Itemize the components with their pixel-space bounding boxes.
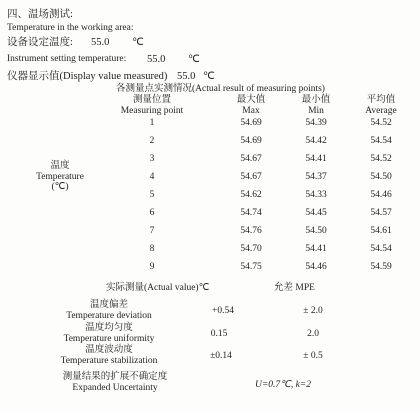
- instrument-setting-value: 55.0: [147, 54, 166, 65]
- average-cell: 54.61: [370, 226, 392, 236]
- average-cell: 54.52: [370, 118, 392, 128]
- set-temperature-unit: ℃: [132, 37, 144, 48]
- max-cell: 54.74: [240, 208, 262, 218]
- actual-value-header: 实际测量(Actual value)℃: [106, 283, 210, 293]
- average-header-cn: 平均值: [366, 95, 396, 105]
- display-value-unit: ℃: [203, 71, 215, 82]
- max-cell: 54.70: [240, 244, 262, 254]
- measuring-point-header-en: Measuring point: [120, 105, 184, 116]
- measuring-point-cell: 1: [149, 118, 155, 128]
- average-header: [365, 95, 396, 116]
- set-temperature-value: 55.0: [91, 37, 110, 48]
- temperature-group-unit: (℃): [51, 182, 69, 193]
- temperature-stabilization-mpe: ± 0.5: [303, 351, 323, 361]
- average-header-en: Average: [365, 105, 397, 116]
- min-cell: 54.45: [305, 208, 327, 218]
- average-cell: 54.54: [370, 244, 392, 254]
- average-cell: 54.59: [370, 262, 392, 272]
- average-cell: 54.57: [370, 208, 392, 218]
- temperature-stabilization-en: Temperature stabilization: [60, 355, 158, 366]
- measuring-point-header-cn: 测量位置: [132, 95, 172, 105]
- average-cell: 54.50: [370, 172, 392, 182]
- max-header-cn: 最大值: [236, 95, 266, 105]
- temperature-stabilization-cn: 温度波动度: [85, 345, 133, 355]
- min-header-en: Min: [308, 105, 324, 116]
- temperature-group-en: Temperature: [36, 171, 84, 182]
- min-cell: 54.50: [305, 226, 327, 236]
- average-cell: 54.46: [370, 190, 392, 200]
- section-title: 四、温场测试:: [7, 9, 73, 20]
- min-cell: 54.46: [305, 262, 327, 272]
- temperature-deviation-label: [66, 300, 152, 321]
- mpe-header: 允差 MPE: [274, 283, 315, 293]
- temperature-deviation-mpe: ± 2.0: [303, 306, 323, 316]
- table-row: [0, 119, 420, 139]
- table-row: [0, 245, 420, 265]
- measuring-point-cell: 4: [149, 172, 155, 182]
- table-row: [0, 137, 420, 157]
- min-cell: 54.42: [305, 136, 327, 146]
- min-cell: 54.41: [305, 154, 327, 164]
- max-cell: 54.69: [240, 136, 262, 146]
- table-row: [0, 209, 420, 229]
- max-cell: 54.75: [240, 262, 262, 272]
- measuring-point-cell: 8: [149, 244, 155, 254]
- measuring-point-cell: 5: [149, 190, 155, 200]
- temperature-deviation-cn: 温度偏差: [89, 300, 128, 310]
- working-area-label: Temperature in the working area:: [7, 23, 134, 33]
- display-value-value: 55.0: [177, 71, 196, 82]
- max-cell: 54.69: [240, 118, 262, 128]
- max-cell: 54.67: [240, 154, 262, 164]
- temperature-uniformity-label: [64, 323, 155, 344]
- temperature-group-cn: 温度: [50, 161, 70, 171]
- temperature-deviation-value: +0.54: [212, 306, 234, 316]
- min-cell: 54.37: [305, 172, 327, 182]
- temperature-uniformity-value: 0.15: [210, 329, 228, 339]
- instrument-setting-unit: ℃: [188, 54, 200, 65]
- table-row: [0, 173, 420, 193]
- expanded-uncertainty-cn: 测量结果的扩展不确定度: [62, 372, 168, 382]
- measuring-point-cell: 6: [149, 208, 155, 218]
- expanded-uncertainty-en: Expanded Uncertainty: [72, 382, 158, 393]
- temperature-uniformity-en: Temperature uniformity: [63, 333, 155, 344]
- max-cell: 54.67: [240, 172, 262, 182]
- measuring-point-cell: 2: [149, 136, 155, 146]
- expanded-uncertainty-label: [63, 372, 168, 393]
- min-header-cn: 最小值: [301, 95, 331, 105]
- instrument-setting-label: Instrument setting temperature:: [7, 54, 127, 64]
- max-header-en: Max: [242, 105, 260, 116]
- temperature-deviation-en: Temperature deviation: [66, 310, 152, 321]
- table-row: [0, 155, 420, 175]
- min-cell: 54.33: [305, 190, 327, 200]
- min-cell: 54.41: [305, 244, 327, 254]
- average-cell: 54.54: [370, 136, 392, 146]
- temperature-uniformity-cn: 温度均匀度: [85, 323, 133, 333]
- max-cell: 54.76: [240, 226, 262, 236]
- min-cell: 54.39: [305, 118, 327, 128]
- measuring-point-cell: 3: [149, 154, 155, 164]
- measuring-point-header: [121, 95, 184, 116]
- max-cell: 54.62: [240, 190, 262, 200]
- measuring-point-cell: 7: [149, 226, 155, 236]
- min-header: [302, 95, 331, 116]
- table-row: [0, 227, 420, 247]
- temperature-stabilization-label: [61, 345, 158, 366]
- table-row: [0, 263, 420, 283]
- table-row: [0, 191, 420, 211]
- measuring-points-title: 各测量点实测情况(Actual result of measuring points): [116, 84, 325, 94]
- measuring-point-cell: 9: [149, 262, 155, 272]
- display-value-label: 仪器显示值(Display value measured): [7, 71, 168, 82]
- temperature-stabilization-value: ±0.14: [210, 351, 232, 361]
- set-temperature-cn-label: 设备设定温度:: [7, 37, 73, 48]
- max-header: [237, 95, 266, 116]
- average-cell: 54.52: [370, 154, 392, 164]
- temperature-uniformity-mpe: 2.0: [307, 329, 319, 339]
- expanded-uncertainty-value: U=0.7℃, k=2: [255, 380, 311, 390]
